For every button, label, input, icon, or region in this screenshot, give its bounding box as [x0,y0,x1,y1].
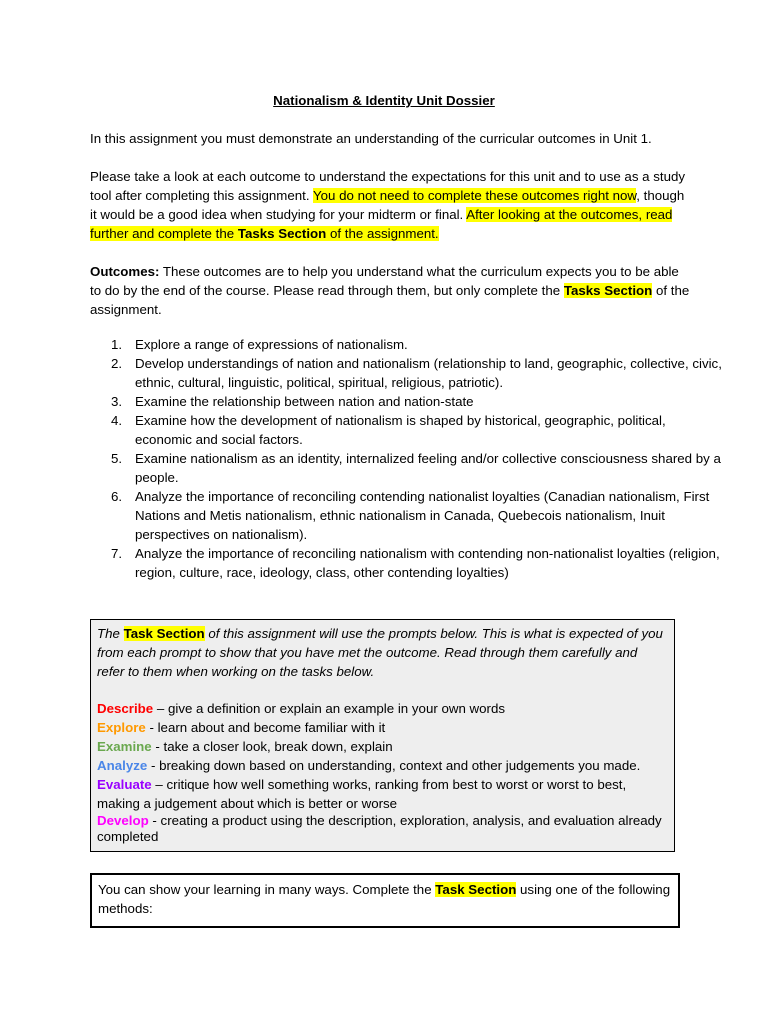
task-section-box [90,619,675,852]
list-item: 7. Analyze the importance of reconciling nationalism with contending non-nationalist loyalties (religion, region, culture, race, ideology, class, other contending loyalties) [111,546,720,580]
task-box-intro: The Task Section of this assignment will use the prompts below. This is what is expected of you from each prompt to show that you have met the outcome. Read through them carefully and refer to them when working on the tasks below. [97,626,663,679]
highlight-tasks-section: Tasks Section [563,283,653,298]
highlight-not-required: You do not need to complete these outcomes right now [312,188,637,203]
methods-box: You can show your learning in many ways. Complete the Task Section using one of the following methods: [90,873,680,928]
term-develop: Develop - creating a product using the description, exploration, analysis, and evaluation already completed [97,813,662,844]
term-describe: Describe – give a definition or explain an example in your own words [97,701,506,716]
list-item: 2. Develop understandings of nation and nationalism (relationship to land, geographic, collective, civic, ethnic, cultural, linguistic, political, spiritual, religious, patriotic). [111,356,722,390]
instructions-paragraph: Please take a look at each outcome to understand the expectations for this unit and to use as a study tool after completing this assignment. You do not need to complete these outcomes right now, though it would be a good idea when studying for your midterm or final. After looking at the outcomes, read further and complete the Tasks Section of the assignment. [90,169,686,241]
list-item: 5. Examine nationalism as an identity, internalized feeling and/or collective consciousness shared by a people. [111,451,721,485]
list-item: 4. Examine how the development of nationalism is shaped by historical, geographic, political, economic and social factors. [111,413,666,447]
term-evaluate: Evaluate – critique how well something works, ranking from best to worst or worst to best, making a judgement about which is better or worse [97,777,627,811]
outcomes-label: Outcomes: [90,264,160,279]
term-analyze: Analyze - breaking down based on understanding, context and other judgements you made. [97,758,641,773]
list-item: 6. Analyze the importance of reconciling contending nationalist loyalties (Canadian nationalism, First Nations and Metis nationalism, ethnic nationalism in Canada, Quebecois nationalism, Inuit perspectives on nationalism). [111,489,710,542]
highlight-read-further: After looking at the outcomes, read further and complete the Tasks Section of the assignment. [90,207,673,241]
highlight-task-section: Task Section [435,882,517,897]
intro-paragraph: In this assignment you must demonstrate an understanding of the curricular outcomes in Unit 1. [90,131,652,146]
document-title: Nationalism & Identity Unit Dossier [273,93,495,108]
term-examine: Examine - take a closer look, break down, explain [97,739,393,754]
term-explore: Explore - learn about and become familiar with it [97,720,386,735]
list-item: 1. Explore a range of expressions of nationalism. [111,337,408,352]
list-item: 3. Examine the relationship between nation and nation-state [111,394,474,409]
outcomes-list [90,335,725,582]
outcomes-paragraph: Outcomes: These outcomes are to help you understand what the curriculum expects you to be able to do by the end of the course. Please read through them, but only complete the Tasks Section of the assignment. [90,264,690,317]
